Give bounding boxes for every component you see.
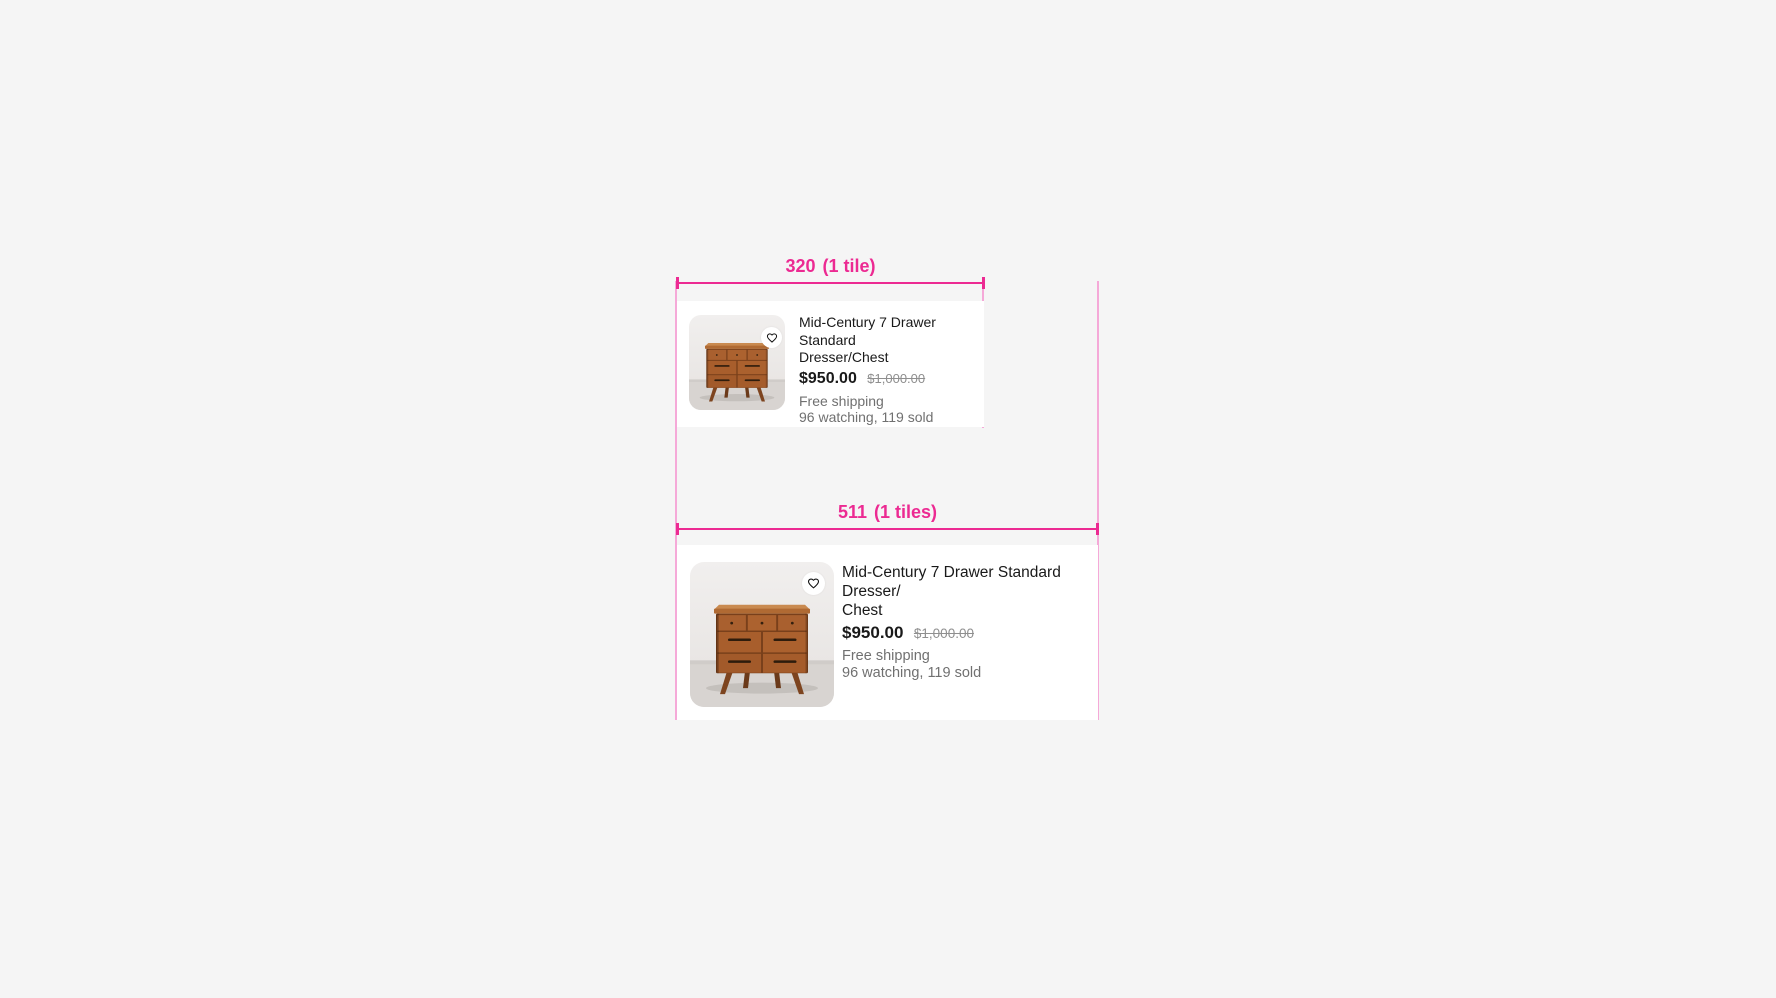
current-price: $950.00 — [842, 623, 904, 642]
measurement-value: 320 — [785, 256, 816, 276]
measurement-tick-right — [982, 277, 985, 289]
tile-info — [842, 563, 1094, 682]
measurement-value: 511 — [837, 502, 867, 522]
title-line: Dresser/Chest — [799, 349, 889, 365]
product-tile[interactable] — [677, 301, 984, 427]
measurement-tick-right — [1096, 523, 1099, 535]
title-line: Mid-Century 7 Drawer Standard — [799, 314, 936, 348]
shipping-info: Free shipping — [799, 392, 884, 409]
heart-icon — [807, 577, 820, 590]
width-measurement-511 — [677, 502, 1098, 530]
product-image[interactable] — [689, 315, 785, 410]
title-line: Chest — [842, 602, 883, 619]
heart-icon — [766, 332, 778, 344]
product-image[interactable] — [690, 562, 834, 707]
measurement-line — [677, 282, 984, 284]
original-price: $1,000.00 — [867, 370, 926, 386]
measurement-tick-left — [676, 523, 679, 535]
measurement-label — [677, 256, 984, 277]
title-line: Mid-Century 7 Drawer Standard Dresser/ — [842, 564, 1061, 600]
favorite-button[interactable] — [761, 327, 782, 348]
current-price: $950.00 — [799, 369, 857, 387]
price-row — [842, 623, 1094, 643]
product-tile[interactable] — [677, 545, 1098, 720]
measurement-line — [677, 528, 1098, 530]
width-measurement-320 — [677, 256, 984, 284]
measurement-unit: (1 tile) — [822, 256, 876, 276]
original-price: $1,000.00 — [913, 626, 974, 641]
listing-title-link[interactable] — [842, 563, 1094, 620]
favorite-button[interactable] — [802, 572, 825, 595]
measurement-tick-left — [676, 277, 679, 289]
tile-info — [799, 314, 977, 425]
watch-sold-stats: 96 watching, 119 sold — [799, 408, 934, 425]
measurement-unit: (1 tiles) — [874, 502, 938, 522]
watch-sold-stats: 96 watching, 119 sold — [842, 665, 982, 681]
listing-title-link[interactable] — [799, 314, 977, 367]
measurement-label — [677, 502, 1098, 523]
price-row — [799, 370, 977, 388]
shipping-info: Free shipping — [842, 648, 930, 664]
